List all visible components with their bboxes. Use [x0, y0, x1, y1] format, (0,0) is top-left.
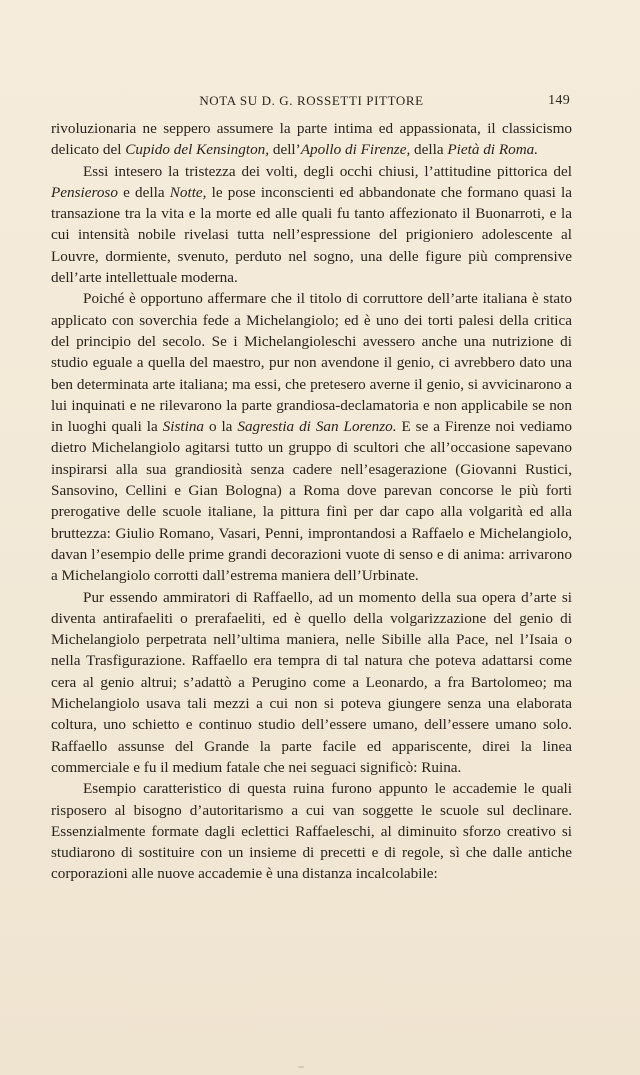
text-run: e della: [117, 183, 170, 201]
text-run: o la: [204, 418, 238, 436]
italic-title: Pensieroso: [51, 183, 118, 201]
italic-title: Cupido del Kensington,: [125, 141, 270, 159]
italic-title: Notte,: [169, 183, 207, 201]
paragraph: [51, 587, 572, 779]
text-run: della: [410, 141, 448, 159]
paragraph: [51, 118, 572, 161]
text-run: Essi intesero la tristezza dei volti, degli occhi chiusi, l’attitudine pittorica del: [83, 162, 572, 180]
italic-title: Sagrestia di San Lorenzo.: [237, 418, 397, 436]
text-run: dell’: [269, 141, 301, 159]
paragraph: [51, 161, 572, 289]
italic-title: Apollo di Firenze,: [300, 141, 411, 159]
running-header: [51, 93, 572, 113]
text-run: Poiché è opportuno affermare che il titolo di corruttore dell’arte italiana è stato applicato con soverchia fede a Michelangiolo; ed è uno dei torti palesi della critica del principio del secolo. Se i Michelangioleschi avessero anche una nutrizione di studio eguale a quella del maestro, pur non avendone il genio, ci avrebbero dato una ben determinata arte italiana; ma essi, che pretesero averne il genio, si avvicinarono a lui inquinati e ne rilevarono la parte grandiosa-declamatoria e non applicabile se non in luoghi quali la: [51, 290, 572, 436]
page-number: 149: [548, 93, 570, 108]
text-run: Esempio caratteristico di questa ruina furono appunto le accademie le quali risposero al bisogno d’autoritarismo a cui van soggette le scuole sul declinare. Essenzialmente formate dagli eclettici Raffaeleschi, al diminuito sforzo creativo si studiarono di sostituire con un insieme di precetti e di regole, sì che dalle antiche corporazioni alle nuove accademie è una distanza incalcolabile:: [51, 780, 572, 883]
text-run: le pose inconscienti ed abbandonate che formano quasi la transazione tra la vita e la morte ed alle quali fu tanto affezionato il Buonarroti, e la cui intensità nobile rivelasi tutta nell’espressione del prigioniero adolescente al Louvre, dormiente, svenuto, perduto nel sogno, una delle figure più comprensive dell’arte intellettuale moderna.: [51, 183, 572, 287]
italic-title: Pietà di Roma.: [447, 141, 539, 159]
italic-title: Sistina: [162, 418, 205, 436]
text-run: Pur essendo ammiratori di Raffaello, ad un momento della sua opera d’arte si diventa antirafaeliti o prerafaeliti, ed è quello della volgarizzazione del genio di Michelangiolo perpetrata nell’ultima maniera, nelle Sibille alla Pace, nel l’Isaia o nella Trasfigurazione. Raffaello era tempra di tal natura che poteva adattarsi come cera al genio altrui; s’adattò a Perugino come a Leonardo, a fra Bartolomeo; ma Michelangiolo usava tali mezzi a cui non si poteva giungere senza una elaborata coltura, uno schietto e continuo studio dell’essere umano, dell’essere umano solo. Raffaello assunse del Grande la parte facile ed appariscente, direi la linea commerciale e fu il medium fatale che nei seguaci significò: Ruina.: [51, 588, 572, 776]
text-run: E se a Firenze noi vediamo dietro Michelangiolo agitarsi tutto un gruppo di scultori che all’occasione sapevano inspirarsi alla sua grandiosità senza cadere nell’esagerazione (Giovanni Rustici, Sansovino, Cellini e Gian Bologna) a Roma dove parevan concorse le più forti prerogative delle scuole italiane, la pittura finì per dar capo alla volgarità ed alla bruttezza: Giulio Romano, Vasari, Penni, improntandosi a Raffaelo e Michelangiolo, davan l’esempio delle prime grandi decorazioni vuote di senso e di anima: arrivarono a Michelangiolo corrotti dall’estrema maniera dell’Urbinate.: [51, 418, 572, 585]
running-title: NOTA SU D. G. ROSSETTI PITTORE: [199, 93, 424, 108]
paragraph: [51, 778, 572, 884]
paragraph: [51, 288, 572, 586]
paper-speck: [298, 1066, 304, 1068]
text-run: rivoluzionaria ne seppero assumere la parte intima ed appassionata, il classicismo delicato del: [51, 120, 572, 159]
body-text: [51, 118, 572, 885]
